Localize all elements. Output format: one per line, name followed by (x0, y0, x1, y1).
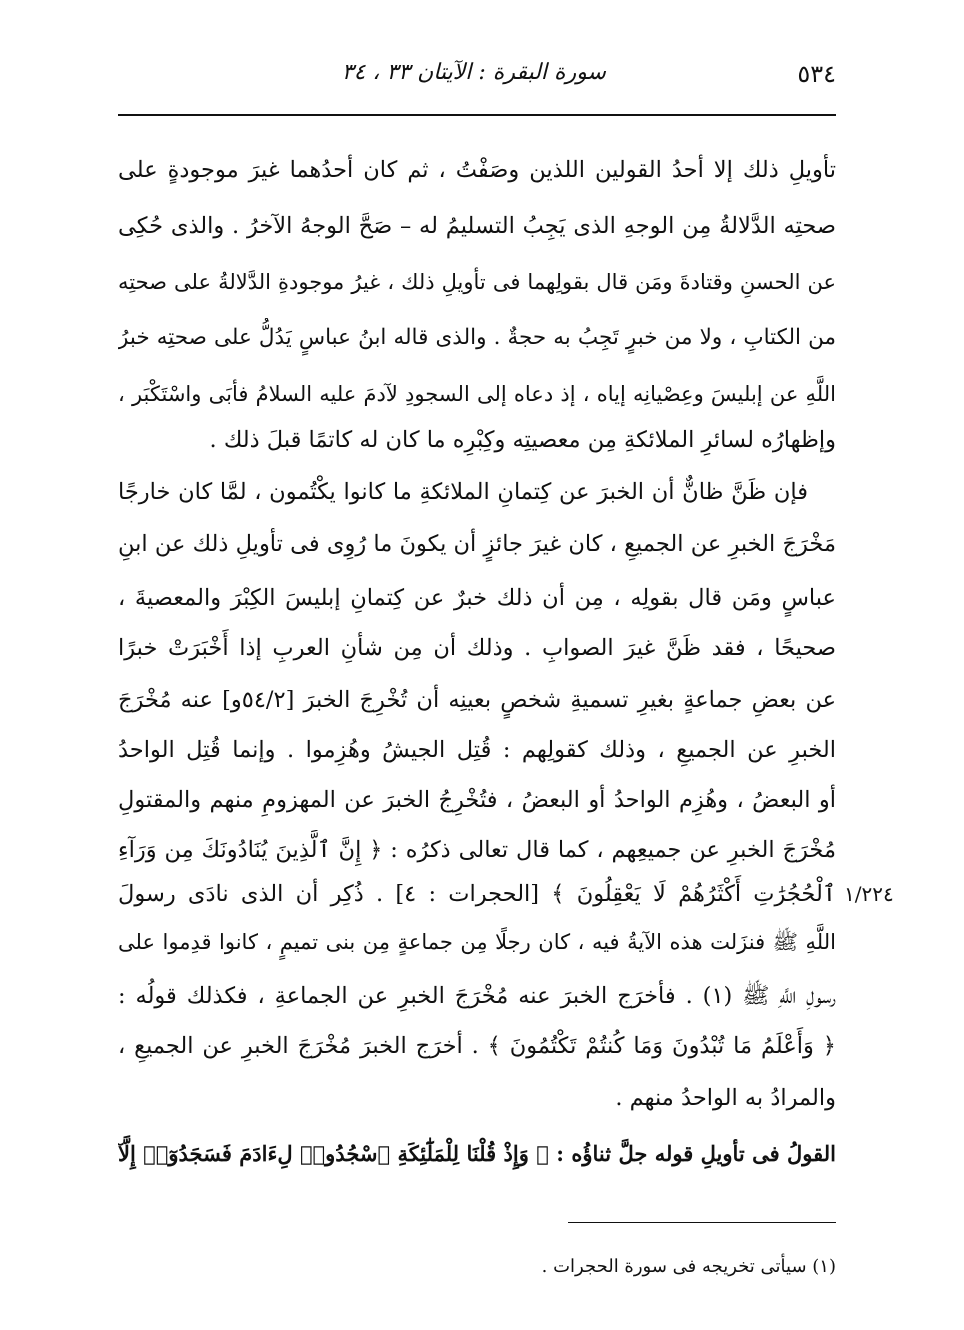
text-line: فإن ظَنَّ ظانٌّ أن الخبرَ عن كِتمانِ الملائكةِ ما كانوا يكْتُمون ، لمَّا كان خارجًا (118, 479, 808, 505)
text-line: ٱلْحُجُرَٰتِ أَكْثَرُهُمْ لَا يَعْقِلُونَ ﴾ [الحجرات : ٤] . ذُكِر أن الذى نادَى رسولَ (118, 881, 836, 907)
text-line: ﴿ وَأَعْلَمُ مَا تُبْدُونَ وَمَا كُنتُمْ تَكْتُمُونَ ﴾ . أخرَج الخبرَ مُخْرَجَ الخبرِ عن الجميعِ ، (118, 1033, 836, 1059)
text-line: من الكتابِ ، ولا من خبرٍ تَجِبُ به حجةٌ . والذى قاله ابنُ عباسٍ يَدُلُّ على صحتِه خبرُ (118, 325, 836, 350)
text-line: اللَّهِ عن إبليسَ وعِصْيانِه إياه ، إذ دعاه إلى السجودِ لآدمَ عليه السلامُ فأبَى واسْتَكْبَر ، (118, 382, 836, 406)
text-line: عن بعضِ جماعةٍ بغيرِ تسميةِ شخصٍ بعينِه أن تُخْرِجَ الخبرَ [٥٤/٢و] عنه مُخْرَجَ (118, 687, 836, 713)
text-line: مُخْرَجَ الخبرِ عن جميعِهم ، كما قال تعالى ذكرُه : ﴿ إِنَّ ٱلَّذِينَ يُنَادُونَكَ مِن وَرَآءِ (118, 837, 836, 863)
running-title: سورة البقرة : الآيتان ٣٣ ، ٣٤ (341, 60, 606, 85)
text-line: تأويلِ ذلك إلا أحدُ القولين اللذين وصَفْتُ ، ثم كان أحدُهما غيرَ موجودةٍ على (118, 157, 836, 183)
header-rule (118, 114, 836, 116)
text-line: عن الحسنِ وقتادةَ ومَن قال بقولِهما فى تأويلِ ذلك ، غيرُ موجودةِ الدَّلالةُ على صحتِه (118, 270, 836, 294)
margin-reference: ١/٢٢٤ (844, 882, 894, 906)
page-number: ٥٣٤ (797, 60, 836, 88)
text-line: وإظهارُه لسائرِ الملائكةِ مِن معصيتِه وكِبْرِه ما كان له كاتمًا قبلَ ذلك . (209, 427, 836, 453)
text-line: أو البعضُ ، وهُزِم الواحدُ أو البعضُ ، فتُخْرِجُ الخبرَ عن المهزومِ منهم والمقتولِ (118, 787, 836, 813)
footnote-rule (568, 1222, 836, 1223)
text-line: رسولِ اللَّهِ ﷺ (١) . فأخرَج الخبرَ عنه مُخْرَجَ الخبرِ عن الجماعةِ ، فكذلك قولُه : (118, 983, 836, 1009)
text-line: الخبرِ عن الجميعِ ، وذلك كقولِهم : قُتِل الجيشُ وهُزِموا . وإنما قُتِل الواحدُ (118, 737, 836, 763)
text-line: مَخْرَجَ الخبرِ عن الجميعِ ، كان غيرَ جائزٍ أن يكونَ ما رُوِى فى تأويلِ ذلك عن ابنِ (118, 531, 836, 557)
text-line: والمرادُ به الواحدُ منهم . (615, 1085, 836, 1111)
text-line: عباسٍ ومَن قال بقولِه ، مِن أن ذلك خبرٌ عن كِتمانِ إبليسَ الكِبْرَ والمعصيةَ ، (118, 585, 836, 611)
text-line: اللَّهِ ﷺ فنزَلت هذه الآيةُ فيه ، كان رجلًا مِن جماعةٍ مِن بنى تميمٍ ، كانوا قدِموا على (118, 930, 836, 954)
section-heading: القولُ فى تأويلِ قوله جلَّ ثناؤُه : ﴿ وَإِذْ قُلْنَا لِلْمَلَٰٓئِكَةِ ٱسْجُدُوا۟ لِءَادَمَ فَسَجَدُوٓا۟ إِلَّآ (118, 1141, 836, 1166)
text-line: صحتِه الدَّلالةُ مِن الوجهِ الذى يَجِبُ التسليمُ له – صَحَّ الوجهُ الآخرُ . والذى حُكِى (118, 213, 836, 239)
page-header (118, 58, 836, 98)
text-line: صحيحًا ، فقد ظَنَّ غيرَ الصوابِ . وذلك أن مِن شأنِ العربِ إذا أَخْبَرَتْ خبرًا (118, 635, 836, 661)
footnote: (١) سيأتى تخريجه فى سورة الحجرات . (541, 1256, 836, 1277)
